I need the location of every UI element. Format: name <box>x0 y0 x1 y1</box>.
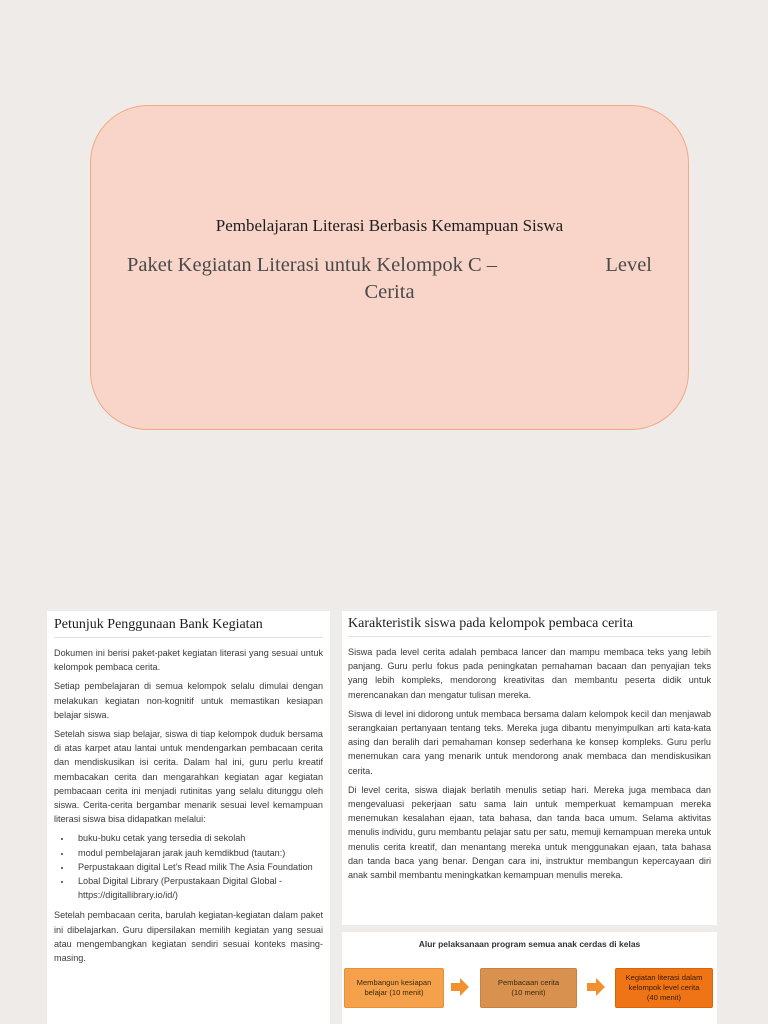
resource-list-item: • modul pembelajaran jarak jauh kemdikbud (tautan:) <box>72 846 323 860</box>
characteristics-paragraph: Di level cerita, siswa diajak berlatih menulis setiap hari. Mereka juga membaca dan mengevaluasi pekerjaan satu sama lain untuk memperkuat kemampuan mereka menemukan kesalahan ejaan, tata bahasa, dan tanda baca umum. Selama aktivitas menulis individu, guru membantu pelajar satu per satu, memuji kemampuan mereka untuk menulis cerita kreatif, dan menantang mereka untuk menggunakan ejaan, tata bahasa dan tanda baca yang benar. Dengan cara ini, instruktur membangun kepercayaan diri anak sambil membantu meningkatkan kemampuan menulis mereka. <box>348 784 711 881</box>
flow-step-line: Pembacaan cerita <box>497 978 560 987</box>
right-arrow-icon <box>586 977 606 997</box>
instructions-closing: Setelah pembacaan cerita, barulah kegiatan-kegiatan dalam paket ini dibelajarkan. Guru dipersilakan memilih kegiatan yang sesuai atau mengembangkan kegiatan sendiri sesuai konteks masing-masing. <box>54 910 323 964</box>
document-subtitle: Pembelajaran Literasi Berbasis Kemampuan Siswa <box>215 216 564 235</box>
flow-step-line: (40 menit) <box>646 993 682 1002</box>
flow-step-line: kelompok level cerita <box>628 983 700 992</box>
resource-list-item: • Perpustakaan digital Let’s Read milik The Asia Foundation <box>72 860 323 874</box>
instructions-heading: Petunjuk Penggunaan Bank Kegiatan <box>54 617 323 638</box>
program-flow-panel <box>342 932 717 1024</box>
flow-step-story-reading <box>480 968 577 1008</box>
characteristics-paragraph: Siswa di level ini didorong untuk membaca bersama dalam kelompok kecil dan menjawab serangkaian pertanyaan tentang teks. Mereka juga dibantu menyimpulkan arti kata-kata asing dan beralih dari pemahaman konsep sederhana ke konsep kompleks. Guru perlu menemukan cara yang menarik untuk mendorong anak membaca dan mendiskusikan cerita. <box>348 708 711 776</box>
flow-step-line: belajar (10 menit) <box>364 988 424 997</box>
instructions-panel <box>47 611 330 1024</box>
document-title <box>127 252 652 306</box>
title-box <box>90 105 689 430</box>
instructions-paragraph: Dokumen ini berisi paket-paket kegiatan literasi yang sesuai untuk kelompok pembaca cerita. <box>54 648 323 673</box>
characteristics-paragraph: Siswa pada level cerita adalah pembaca lancer dan mampu membaca teks yang lebih panjang. Guru perlu fokus pada peningkatan pemahaman bacaan dan penyajian teks yang lebih kompleks, mendorong kreativitas dan membantu peserta didik untuk merencanakan dan mengatur tulisan mereka. <box>348 647 711 700</box>
instructions-paragraph: Setelah siswa siap belajar, siswa di tiap kelompok duduk bersama di atas karpet atau lantai untuk mendengarkan pembacaan cerita dan mendiskusikan isi cerita. Dalam hal ini, guru perlu kreatif membacakan cerita dan mengarahkan kegiatan agar kegiatan pembacaan cerita ini menjadi rutinitas yang selalu ditunggu oleh siswa. Cerita-cerita bergambar menarik sesuai level kemampuan literasi siswa bisa didapatkan melalui: <box>54 729 323 825</box>
instructions-paragraph: Setiap pembelajaran di semua kelompok selalu dimulai dengan melakukan kegiatan non-kognitif untuk memastikan kesiapan belajar siswa. <box>54 681 323 720</box>
flow-step-line: Kegiatan literasi dalam <box>625 973 703 982</box>
flow-step-readiness <box>344 968 444 1008</box>
flow-title: Alur pelaksanaan program semua anak cerdas di kelas <box>418 939 641 949</box>
resource-list-item: • Lobal Digital Library (Perpustakaan Digital Global - https://digitallibrary.io/id/) <box>72 874 323 902</box>
title-line1-left: Paket Kegiatan Literasi untuk Kelompok C – <box>127 254 498 276</box>
right-arrow-icon <box>450 977 470 997</box>
characteristics-heading: Karakteristik siswa pada kelompok pembaca cerita <box>348 616 711 637</box>
characteristics-panel <box>342 611 717 925</box>
flow-step-literacy-activity <box>615 968 713 1008</box>
flow-step-line: Membangun kesiapan <box>356 978 432 987</box>
title-line2: Cerita <box>364 281 415 303</box>
resource-list-item: • buku-buku cetak yang tersedia di sekolah <box>72 831 323 845</box>
resource-list <box>54 831 323 902</box>
title-line1-right: Level <box>605 254 652 276</box>
flow-step-line: (10 menit) <box>511 988 546 997</box>
